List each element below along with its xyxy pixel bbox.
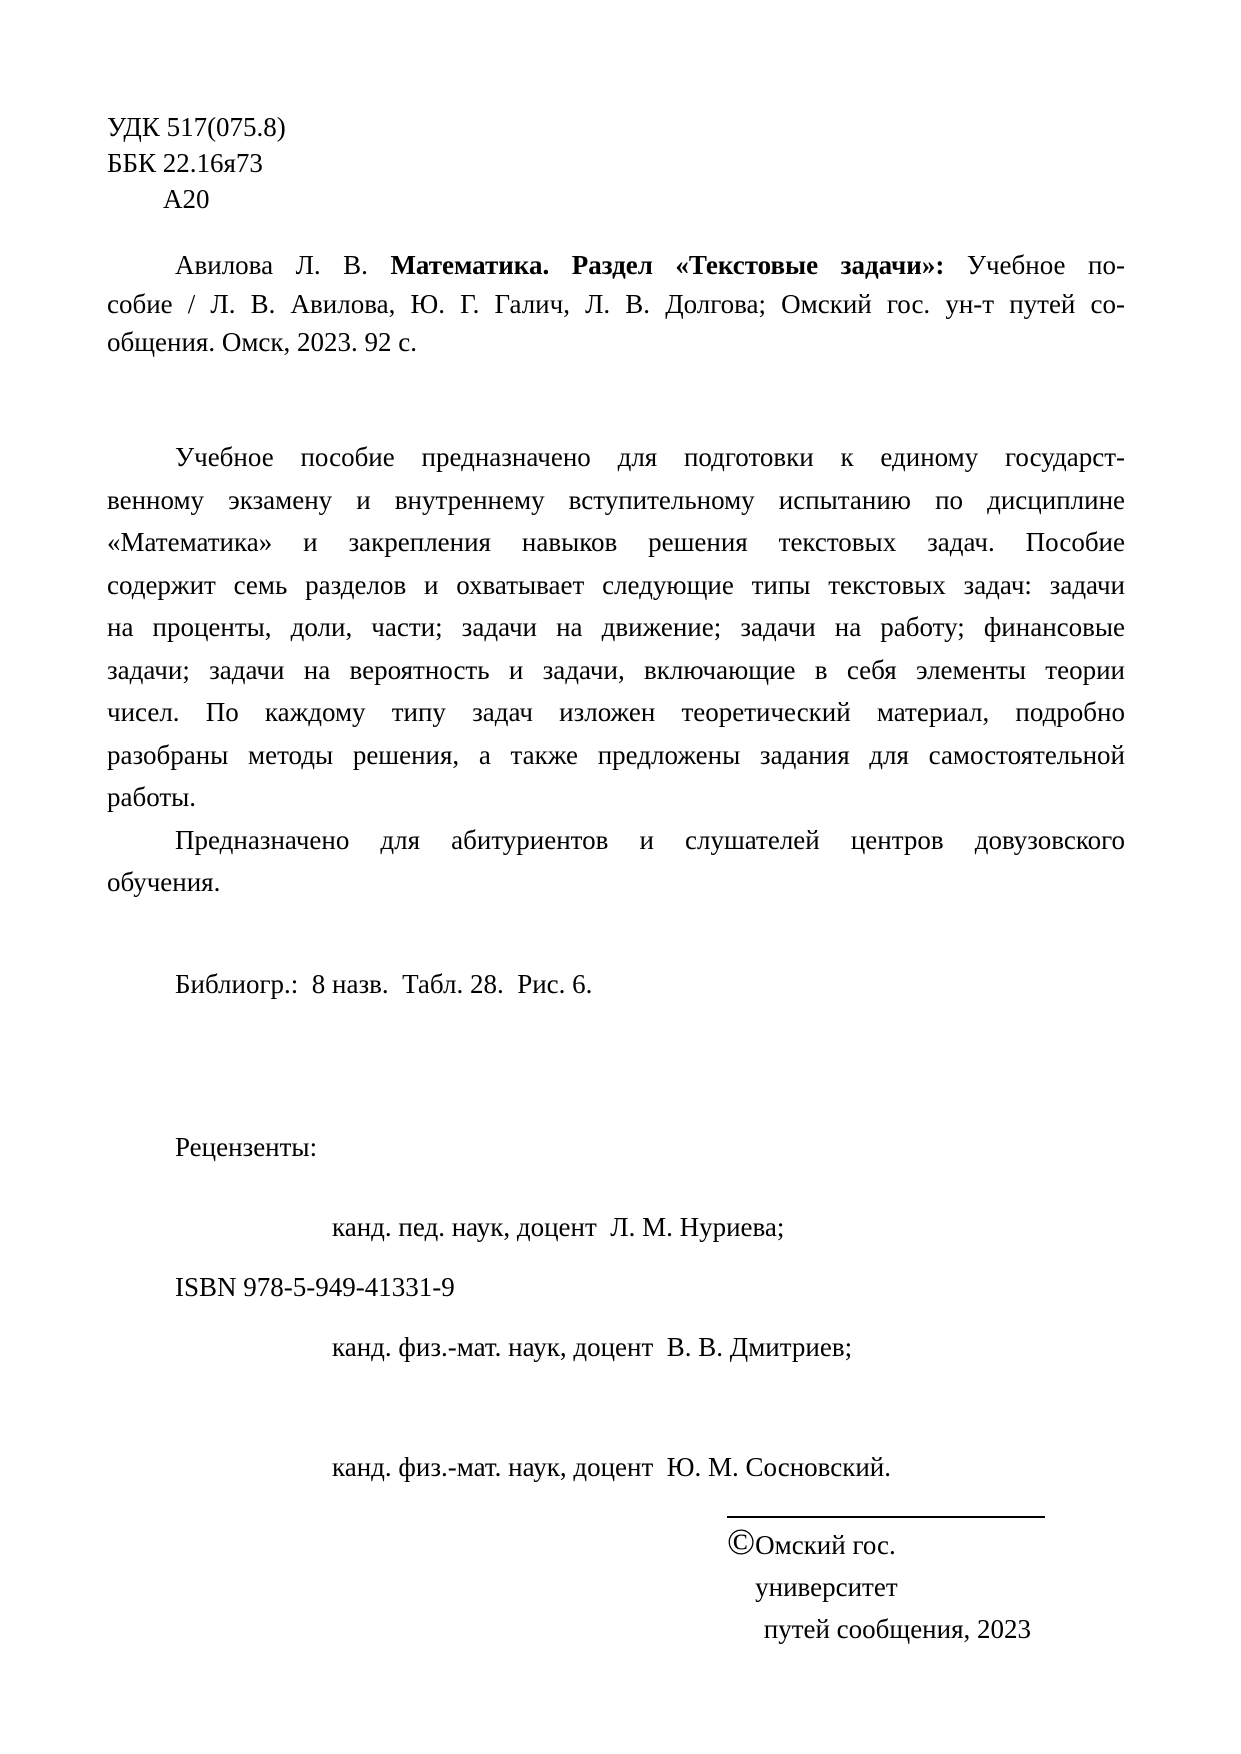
reviewers-label: Рецензенты: (175, 1132, 318, 1162)
copyright-line-1 (727, 1522, 1031, 1608)
citation-line-3: общения. Омск, 2023. 92 с. (107, 327, 417, 357)
classification-codes (107, 109, 286, 217)
author-mark: А20 (163, 184, 210, 214)
annotation-line: Предназначено для абитуриентов и слушателей центров довузовского (175, 824, 1125, 855)
bibliography-note: Библиогр.: 8 назв. Табл. 28. Рис. 6. (175, 969, 593, 999)
annotation-line: чисел. По каждому типу задач изложен теоретический материал, подробно (107, 697, 1125, 727)
annotation-line: Учебное пособие предназначено для подготовки к единому государст- (175, 442, 1125, 472)
copyright-symbol-icon: © (727, 1522, 756, 1563)
annotation-line: венному экзамену и внутреннему вступительному испытанию по дисциплине (107, 484, 1125, 515)
isbn-number: ISBN 978-5-949-41331-9 (175, 1272, 455, 1302)
copyright-block (727, 1516, 1045, 1650)
udk-code: УДК 517(075.8) (107, 112, 286, 142)
annotation-line: обучения. (107, 867, 221, 897)
reviewers-list (332, 1127, 891, 1567)
annotation-line: содержит семь разделов и охватывает следующие типы текстовых задач: задачи (107, 569, 1125, 600)
annotation-line: «Математика» и закрепления навыков решения текстовых задач. Пособие (107, 527, 1125, 557)
citation-subtitle: Учебное по- (944, 250, 1125, 280)
copyright-line-2: путей сообщения, 2023 (763, 1614, 1031, 1644)
reviewer-item: канд. физ.-мат. наук, доцент В. В. Дмитриев; (332, 1332, 853, 1362)
reviewers-block (175, 1127, 891, 1567)
bbk-code: ББК 22.16я73 (107, 148, 263, 178)
reviewer-item: канд. физ.-мат. наук, доцент Ю. М. Сосновский. (332, 1452, 891, 1482)
copyright-holder: Омский гос. университет (755, 1530, 898, 1602)
annotation-line: на проценты, доли, части; задачи на движение; задачи на работу; финансовые (107, 612, 1125, 642)
reviewer-item: канд. пед. наук, доцент Л. М. Нуриева; (332, 1212, 785, 1242)
citation-line-1 (107, 246, 1125, 285)
bibliographic-record (107, 246, 1125, 362)
annotation-line: разобраны методы решения, а также предложены задания для самостоятельной (107, 739, 1125, 770)
annotation-text (107, 436, 1125, 904)
annotation-line: задачи; задачи на вероятность и задачи, включающие в себя элементы теории (107, 654, 1125, 685)
citation-line-2: собие / Л. В. Авилова, Ю. Г. Галич, Л. В. Долгова; Омский гос. ун-т путей со- (107, 288, 1125, 319)
annotation-line: работы. (107, 782, 197, 812)
citation-authors: Авилова Л. В. (175, 250, 391, 280)
citation-title-bold: Математика. Раздел «Текстовые задачи»: (390, 250, 945, 280)
